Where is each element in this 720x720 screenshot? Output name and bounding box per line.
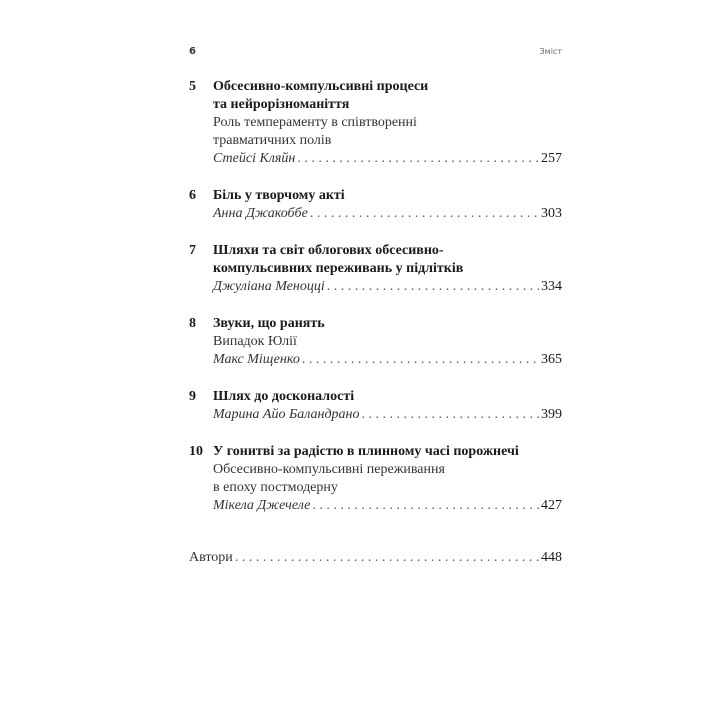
chapter-number: 10 (189, 444, 203, 459)
toc-entry[interactable] (189, 388, 562, 424)
toc-entry-authors[interactable] (189, 549, 562, 567)
dot-leader (297, 150, 539, 168)
chapter-title: Обсесивно-компульсивні процеси (213, 79, 429, 94)
toc-entry[interactable] (189, 443, 562, 515)
section-title: Зміст (539, 47, 562, 56)
chapter-page: 365 (541, 352, 562, 367)
chapter-number: 5 (189, 79, 196, 94)
dot-leader (327, 278, 539, 296)
chapter-author: Джуліана Меноцці (213, 279, 325, 294)
chapter-title: Шляхи та світ облогових обсесивно- (213, 243, 444, 258)
author-line (213, 351, 562, 369)
authors-line (189, 549, 562, 567)
toc-entry[interactable] (189, 78, 562, 168)
chapter-title: компульсивних переживань у підлітків (213, 261, 464, 276)
dot-leader (302, 351, 539, 369)
chapter-author: Мікела Джечеле (213, 498, 311, 513)
chapter-subtitle: в епоху постмодерну (213, 480, 338, 495)
chapter-page: 334 (541, 279, 562, 294)
page-number: 6 (189, 46, 196, 57)
chapter-title: Шлях до досконалості (213, 389, 355, 404)
author-line (213, 497, 562, 515)
author-line (213, 278, 562, 296)
author-line (213, 406, 562, 424)
toc-entry[interactable] (189, 242, 562, 296)
chapter-title: У гонитві за радістю в плинному часі порожнечі (213, 444, 519, 459)
chapter-author: Анна Джакоббе (213, 206, 308, 221)
chapter-subtitle: Роль темпераменту в співтворенні (213, 115, 417, 130)
chapter-number: 8 (189, 316, 196, 331)
chapter-author: Макс Міщенко (213, 352, 300, 367)
page-header (189, 46, 562, 60)
chapter-subtitle: травматичних полів (213, 133, 332, 148)
toc-entry[interactable] (189, 187, 562, 223)
chapter-page: 257 (541, 151, 562, 166)
author-line (213, 150, 562, 168)
chapter-title: Біль у творчому акті (213, 188, 345, 203)
chapter-number: 6 (189, 188, 196, 203)
chapter-title: та нейрорізноманіття (213, 97, 350, 112)
chapter-page: 399 (541, 407, 562, 422)
dot-leader (310, 205, 539, 223)
chapter-number: 7 (189, 243, 196, 258)
authors-page: 448 (541, 550, 562, 565)
dot-leader (235, 549, 539, 567)
chapter-page: 303 (541, 206, 562, 221)
chapter-author: Марина Айо Баландрано (213, 407, 360, 422)
chapter-subtitle: Випадок Юлії (213, 334, 297, 349)
dot-leader (312, 497, 539, 515)
chapter-number: 9 (189, 389, 196, 404)
chapter-page: 427 (541, 498, 562, 513)
table-of-contents (189, 78, 562, 534)
chapter-author: Стейсі Кляйн (213, 151, 296, 166)
author-line (213, 205, 562, 223)
toc-entry[interactable] (189, 315, 562, 369)
chapter-subtitle: Обсесивно-компульсивні переживання (213, 462, 445, 477)
dot-leader (361, 406, 539, 424)
authors-label: Автори (189, 550, 233, 565)
chapter-title: Звуки, що ранять (213, 316, 325, 331)
